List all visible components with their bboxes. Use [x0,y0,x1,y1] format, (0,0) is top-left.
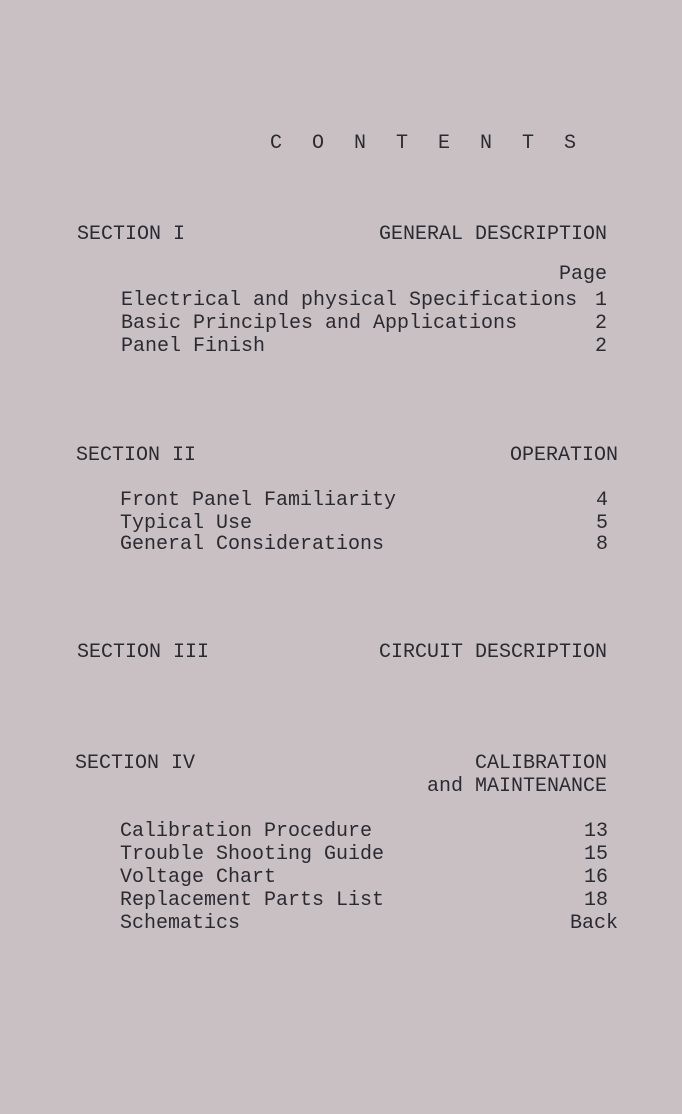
toc-entry-text: Schematics [120,912,241,935]
section-3-label: SECTION III [77,641,210,664]
section-4-heading: CALIBRATION [474,752,607,775]
section-3-heading: CIRCUIT DESCRIPTION [378,641,607,664]
toc-entry-text: Trouble Shooting Guide [120,843,385,866]
toc-entry-page: 1 [594,289,607,312]
toc-entry-text: Basic Principles and Applications [121,312,518,335]
section-2-heading: OPERATION [509,444,618,467]
toc-entry-text: Typical Use [120,512,253,535]
toc-entry-text: Front Panel Familiarity [120,489,397,512]
section-1-label: SECTION I [77,223,186,246]
toc-entry-page: 2 [594,312,607,335]
toc-entry-text: General Considerations [120,533,385,556]
page-column-header: Page [558,263,607,286]
toc-entry-page: 15 [583,843,608,866]
toc-entry-page: 18 [583,889,608,912]
toc-entry-page: 4 [595,489,608,512]
section-2-label: SECTION II [76,444,197,467]
toc-entry-page: 5 [595,512,608,535]
toc-entry-page: Back [569,912,618,935]
toc-entry-text: Panel Finish [121,335,266,358]
toc-entry-page: 8 [595,533,608,556]
toc-entry-text: Calibration Procedure [120,820,373,843]
section-4-heading-line-2: and MAINTENANCE [426,775,607,798]
section-1-heading: GENERAL DESCRIPTION [378,223,607,246]
toc-entry-text: Electrical and physical Specifications [121,289,578,312]
toc-entry-page: 13 [583,820,608,843]
toc-entry-page: 16 [583,866,608,889]
page-title: C O N T E N T S [270,132,586,155]
toc-entry-text: Voltage Chart [120,866,277,889]
toc-entry-page: 2 [594,335,607,358]
section-4-label: SECTION IV [75,752,196,775]
toc-entry-text: Replacement Parts List [120,889,385,912]
